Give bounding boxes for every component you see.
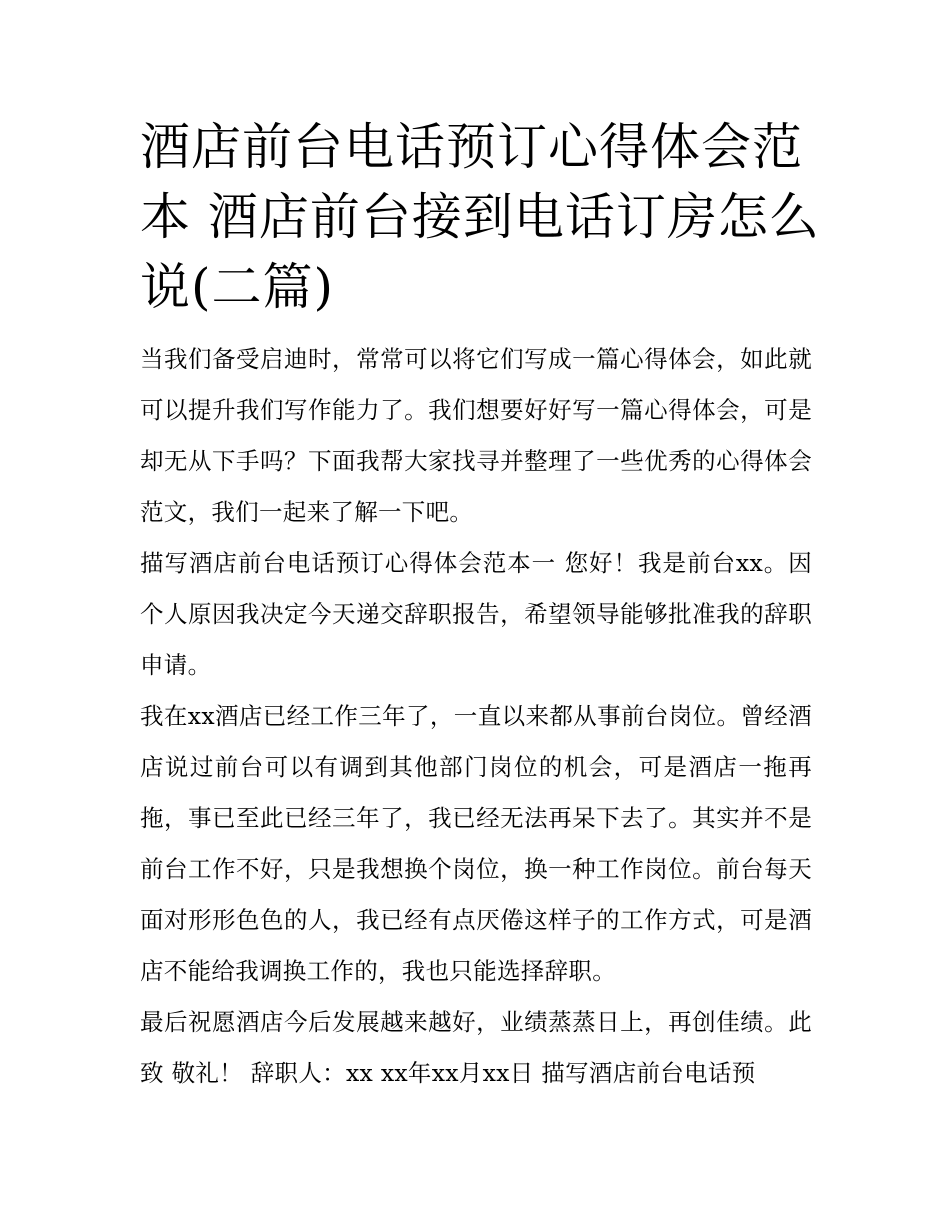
paragraph-letter-opening: 描写酒店前台电话预订心得体会范本一 您好！我是前台xx。因个人原因我决定今天递交辞职报告，希望领导能够批准我的辞职申请。 [140, 549, 812, 679]
document-content [140, 112, 820, 1099]
paragraph-work-history: 我在xx酒店已经工作三年了，一直以来都从事前台岗位。曾经酒店说过前台可以有调到其他部门岗位的机会，可是酒店一拖再拖，事已至此已经三年了，我已经无法再呆下去了。其实并不是前台工作不好，只是我想换个岗位，换一种工作岗位。前台每天面对形形色色的人，我已经有点厌倦这样子的工作方式，可是酒店不能给我调换工作的，我也只能选择辞职。 [140, 702, 812, 985]
paragraph-closing: 最后祝愿酒店今后发展越来越好，业绩蒸蒸日上，再创佳绩。此致 敬礼！ 辞职人：xx xx年xx月xx日 描写酒店前台电话预 [140, 1008, 812, 1087]
document-body [140, 334, 820, 1099]
document-title: 酒店前台电话预订心得体会范本 酒店前台接到电话订房怎么说(二篇) [140, 118, 820, 316]
paragraph-intro: 当我们备受启迪时，常常可以将它们写成一篇心得体会，如此就可以提升我们写作能力了。我们想要好好写一篇心得体会，可是却无从下手吗？下面我帮大家找寻并整理了一些优秀的心得体会范文，我们一起来了解一下吧。 [140, 345, 812, 526]
